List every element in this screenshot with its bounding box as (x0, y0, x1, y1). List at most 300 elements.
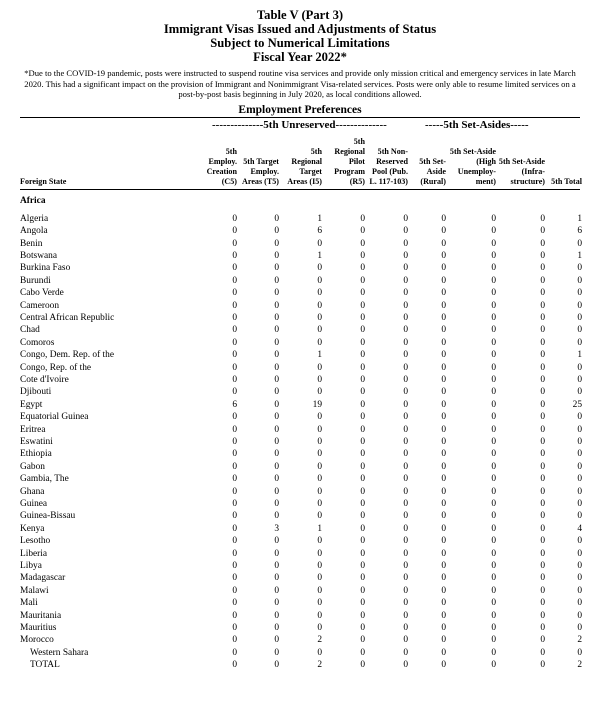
cell-value: 0 (360, 374, 365, 385)
cell-value: 1 (577, 213, 582, 224)
cell-value: 0 (317, 412, 322, 423)
cell-value: 1 (317, 250, 322, 261)
cell-value: 0 (360, 350, 365, 361)
cell-value: 0 (577, 536, 582, 547)
column-header-line: Unemploy- (457, 166, 496, 176)
row-label: Morocco (20, 635, 54, 646)
cell-value: 0 (403, 362, 408, 373)
table-row (0, 611, 600, 623)
cell-value: 0 (441, 436, 446, 447)
column-header-line: Areas (I5) (287, 176, 322, 186)
cell-value: 0 (317, 362, 322, 373)
table-row (0, 350, 600, 362)
table-row (0, 251, 600, 263)
cell-value: 0 (274, 374, 279, 385)
cell-value: 6 (317, 226, 322, 237)
column-header-line: Employ. (250, 166, 279, 176)
cell-value: 0 (403, 498, 408, 509)
cell-value: 0 (232, 647, 237, 658)
cell-value: 0 (577, 387, 582, 398)
table-row (0, 561, 600, 573)
cell-value: 0 (540, 226, 545, 237)
cell-value: 0 (491, 312, 496, 323)
cell-value: 0 (232, 585, 237, 596)
cell-value: 0 (540, 573, 545, 584)
cell-value: 0 (232, 461, 237, 472)
cell-value: 0 (577, 548, 582, 559)
cell-value: 0 (540, 647, 545, 658)
cell-value: 1 (317, 523, 322, 534)
cell-value: 0 (274, 350, 279, 361)
cell-value: 0 (360, 511, 365, 522)
cell-value: 0 (540, 498, 545, 509)
column-header-line: Pool (Pub. (372, 166, 408, 176)
title-line-1: Table V (Part 3) (256, 8, 344, 22)
cell-value: 0 (360, 213, 365, 224)
cell-value: 0 (317, 598, 322, 609)
cell-value: 0 (274, 362, 279, 373)
cell-value: 0 (403, 275, 408, 286)
cell-value: 0 (540, 660, 545, 671)
cell-value: 0 (491, 598, 496, 609)
cell-value: 0 (441, 647, 446, 658)
title-line-2: Immigrant Visas Issued and Adjustments of Status (163, 22, 437, 36)
cell-value: 0 (360, 449, 365, 460)
cell-value: 0 (577, 238, 582, 249)
cell-value: 0 (232, 610, 237, 621)
row-label: Libya (20, 560, 42, 571)
cell-value: 0 (360, 622, 365, 633)
cell-value: 0 (403, 424, 408, 435)
cell-value: 0 (360, 585, 365, 596)
cell-value: 0 (540, 263, 545, 274)
table-row (0, 400, 600, 412)
cell-value: 0 (274, 622, 279, 633)
column-header-3 (287, 147, 322, 187)
cell-value: 0 (540, 548, 545, 559)
cell-value: 0 (274, 250, 279, 261)
cell-value: 0 (232, 523, 237, 534)
title-line-4: Fiscal Year 2022* (253, 50, 347, 64)
cell-value: 0 (274, 436, 279, 447)
cell-value: 0 (360, 300, 365, 311)
cell-value: 0 (360, 325, 365, 336)
cell-value: 0 (577, 585, 582, 596)
cell-value: 0 (403, 486, 408, 497)
cell-value: 0 (274, 399, 279, 410)
cell-value: 0 (274, 263, 279, 274)
cell-value: 0 (360, 660, 365, 671)
table-row (0, 437, 600, 449)
cell-value: 0 (274, 548, 279, 559)
cell-value: 0 (540, 387, 545, 398)
cell-value: 0 (491, 288, 496, 299)
cell-value: 0 (360, 461, 365, 472)
group-setasides: -----5th Set-Asides----- (425, 118, 529, 131)
cell-value: 0 (317, 337, 322, 348)
cell-value: 0 (317, 536, 322, 547)
cell-value: 0 (540, 536, 545, 547)
cell-value: 0 (441, 213, 446, 224)
cell-value: 0 (403, 573, 408, 584)
cell-value: 0 (441, 263, 446, 274)
cell-value: 0 (540, 635, 545, 646)
cell-value: 0 (441, 498, 446, 509)
row-label: Madagascar (20, 573, 66, 584)
cell-value: 0 (274, 325, 279, 336)
cell-value: 0 (540, 486, 545, 497)
cell-value: 0 (360, 573, 365, 584)
cell-value: 0 (403, 622, 408, 633)
cell-value: 0 (360, 647, 365, 658)
cell-value: 0 (540, 213, 545, 224)
cell-value: 0 (274, 300, 279, 311)
cell-value: 0 (540, 374, 545, 385)
cell-value: 0 (232, 337, 237, 348)
cell-value: 0 (403, 523, 408, 534)
cell-value: 0 (491, 635, 496, 646)
column-header-line: structure) (510, 176, 545, 186)
table-row (0, 338, 600, 350)
column-header-line: (Infra- (521, 166, 545, 176)
cell-value: 0 (274, 288, 279, 299)
cell-value: 0 (232, 560, 237, 571)
cell-value: 2 (317, 660, 322, 671)
column-groups (0, 118, 600, 133)
row-label: Gambia, The (20, 474, 69, 485)
column-header-9 (551, 177, 582, 187)
cell-value: 0 (274, 226, 279, 237)
cell-value: 0 (403, 387, 408, 398)
cell-value: 0 (274, 238, 279, 249)
cell-value: 0 (441, 585, 446, 596)
cell-value: 0 (491, 412, 496, 423)
cell-value: 0 (232, 300, 237, 311)
cell-value: 0 (577, 288, 582, 299)
row-label: Eswatini (20, 436, 53, 447)
cell-value: 0 (441, 288, 446, 299)
cell-value: 0 (441, 486, 446, 497)
cell-value: 0 (274, 387, 279, 398)
cell-value: 0 (491, 647, 496, 658)
cell-value: 0 (403, 585, 408, 596)
cell-value: 0 (491, 548, 496, 559)
cell-value: 0 (491, 498, 496, 509)
cell-value: 0 (441, 226, 446, 237)
cell-value: 0 (540, 523, 545, 534)
cell-value: 0 (577, 312, 582, 323)
cell-value: 0 (232, 424, 237, 435)
cell-value: 0 (577, 461, 582, 472)
table-row (0, 276, 600, 288)
cell-value: 0 (232, 622, 237, 633)
cell-value: 0 (274, 461, 279, 472)
cell-value: 0 (540, 350, 545, 361)
cell-value: 0 (317, 486, 322, 497)
cell-value: 0 (274, 449, 279, 460)
cell-value: 0 (360, 275, 365, 286)
table-row (0, 263, 600, 275)
cell-value: 0 (441, 635, 446, 646)
cell-value: 0 (360, 523, 365, 534)
cell-value: 0 (360, 399, 365, 410)
table-row (0, 412, 600, 424)
column-header-line: 5th Non- (377, 147, 408, 157)
cell-value: 0 (491, 622, 496, 633)
cell-value: 0 (317, 300, 322, 311)
cell-value: 0 (232, 238, 237, 249)
table-row (0, 226, 600, 238)
column-header-line: 5th Total (551, 176, 582, 186)
cell-value: 0 (491, 387, 496, 398)
column-header-line: Creation (206, 166, 237, 176)
column-header-5 (369, 147, 408, 187)
column-header-line: Regional (291, 157, 322, 167)
cell-value: 0 (403, 436, 408, 447)
cell-value: 0 (360, 238, 365, 249)
cell-value: 0 (232, 548, 237, 559)
table-row (0, 549, 600, 561)
table-row (0, 499, 600, 511)
cell-value: 0 (232, 312, 237, 323)
row-label: Lesotho (20, 536, 51, 547)
cell-value: 0 (577, 498, 582, 509)
column-header-line: Foreign State (20, 176, 67, 186)
cell-value: 0 (274, 635, 279, 646)
cell-value: 3 (274, 523, 279, 534)
cell-value: 0 (540, 250, 545, 261)
cell-value: 0 (274, 536, 279, 547)
row-label: Burkina Faso (20, 263, 71, 274)
column-header-line: ment) (475, 176, 496, 186)
table-row (0, 586, 600, 598)
cell-value: 0 (441, 362, 446, 373)
row-label: Chad (20, 325, 40, 336)
cell-value: 1 (317, 350, 322, 361)
cell-value: 0 (491, 536, 496, 547)
cell-value: 0 (491, 436, 496, 447)
cell-value: 0 (274, 560, 279, 571)
cell-value: 0 (540, 288, 545, 299)
cell-value: 0 (540, 312, 545, 323)
cell-value: 4 (577, 523, 582, 534)
table-row (0, 462, 600, 474)
cell-value: 0 (441, 275, 446, 286)
cell-value: 0 (577, 598, 582, 609)
cell-value: 0 (441, 387, 446, 398)
cell-value: 6 (232, 399, 237, 410)
row-label: Eritrea (20, 424, 46, 435)
cell-value: 2 (577, 660, 582, 671)
table-row (0, 524, 600, 536)
column-header-line: Employ. (208, 157, 237, 167)
cell-value: 0 (491, 300, 496, 311)
row-label: Congo, Dem. Rep. of the (20, 350, 114, 361)
cell-value: 0 (540, 399, 545, 410)
cell-value: 0 (403, 635, 408, 646)
cell-value: 0 (360, 548, 365, 559)
row-label: Botswana (20, 250, 57, 261)
column-header-line: 5th (225, 147, 237, 157)
cell-value: 0 (403, 399, 408, 410)
cell-value: 0 (403, 325, 408, 336)
cell-value: 0 (274, 424, 279, 435)
table-row (0, 288, 600, 300)
cell-value: 0 (317, 275, 322, 286)
cell-value: 0 (317, 622, 322, 633)
column-header-line: L. 117-103) (369, 176, 408, 186)
covid-footnote: *Due to the COVID-19 pandemic, posts were instructed to suspend routine visa services and provide only mission critical and emergency services in late March 2020. This had a significant impact on the provision of Immigrant and Nonimmigrant Visa-related services. Posts were only able to resume limited services on a post-by-post basis beginning in July 2020, as local conditions allowed. (24, 68, 576, 100)
row-label: Guinea (20, 498, 48, 509)
row-label: Mali (20, 598, 38, 609)
cell-value: 0 (317, 573, 322, 584)
cell-value: 0 (491, 461, 496, 472)
row-label: Western Sahara (30, 647, 89, 658)
cell-value: 0 (403, 598, 408, 609)
cell-value: 19 (312, 399, 322, 410)
row-label: Egypt (20, 399, 43, 410)
cell-value: 0 (360, 362, 365, 373)
cell-value: 0 (232, 536, 237, 547)
cell-value: 0 (317, 424, 322, 435)
cell-value: 0 (491, 250, 496, 261)
cell-value: 0 (491, 213, 496, 224)
cell-value: 0 (232, 213, 237, 224)
table-row (0, 363, 600, 375)
cell-value: 0 (317, 288, 322, 299)
row-label: Ghana (20, 486, 45, 497)
row-label: Angola (20, 226, 48, 237)
cell-value: 0 (403, 350, 408, 361)
cell-value: 0 (274, 511, 279, 522)
cell-value: 0 (441, 560, 446, 571)
cell-value: 0 (441, 399, 446, 410)
column-header-line: 5th (353, 137, 365, 147)
cell-value: 0 (403, 474, 408, 485)
column-header-line: 5th Set- (419, 157, 446, 167)
cell-value: 0 (491, 660, 496, 671)
cell-value: 0 (403, 288, 408, 299)
cell-value: 0 (491, 610, 496, 621)
cell-value: 0 (317, 312, 322, 323)
cell-value: 0 (274, 610, 279, 621)
row-label: Algeria (20, 213, 49, 224)
title-line-3: Subject to Numerical Limitations (210, 36, 390, 50)
cell-value: 0 (317, 585, 322, 596)
cell-value: 0 (317, 498, 322, 509)
cell-value: 0 (232, 288, 237, 299)
cell-value: 0 (360, 337, 365, 348)
row-label: Ethiopia (20, 449, 52, 460)
cell-value: 0 (441, 424, 446, 435)
cell-value: 0 (577, 511, 582, 522)
row-label: Malawi (20, 585, 49, 596)
cell-value: 0 (441, 573, 446, 584)
cell-value: 0 (540, 412, 545, 423)
cell-value: 0 (577, 424, 582, 435)
cell-value: 0 (317, 238, 322, 249)
cell-value: 0 (232, 436, 237, 447)
cell-value: 0 (441, 374, 446, 385)
cell-value: 0 (441, 511, 446, 522)
cell-value: 0 (540, 424, 545, 435)
cell-value: 0 (274, 275, 279, 286)
column-header-0 (20, 177, 66, 187)
cell-value: 0 (540, 238, 545, 249)
cell-value: 0 (274, 337, 279, 348)
cell-value: 0 (403, 536, 408, 547)
row-label: Central African Republic (20, 312, 115, 323)
table-row (0, 301, 600, 313)
cell-value: 0 (360, 474, 365, 485)
cell-value: 0 (491, 374, 496, 385)
section-title: Employment Preferences (238, 103, 362, 116)
cell-value: 0 (403, 263, 408, 274)
cell-value: 0 (403, 337, 408, 348)
cell-value: 0 (540, 622, 545, 633)
cell-value: 0 (360, 424, 365, 435)
cell-value: 0 (577, 436, 582, 447)
cell-value: 0 (577, 362, 582, 373)
cell-value: 0 (232, 598, 237, 609)
cell-value: 0 (232, 573, 237, 584)
row-label: Cabo Verde (20, 288, 64, 299)
cell-value: 0 (232, 511, 237, 522)
cell-value: 0 (403, 250, 408, 261)
cell-value: 0 (274, 412, 279, 423)
cell-value: 0 (360, 598, 365, 609)
cell-value: 0 (441, 474, 446, 485)
cell-value: 0 (232, 498, 237, 509)
column-header-2 (242, 157, 279, 187)
cell-value: 0 (540, 511, 545, 522)
cell-value: 0 (491, 263, 496, 274)
row-label: Guinea-Bissau (20, 511, 76, 522)
table-row (0, 660, 600, 672)
cell-value: 0 (540, 474, 545, 485)
cell-value: 0 (491, 350, 496, 361)
cell-value: 0 (441, 350, 446, 361)
cell-value: 0 (232, 449, 237, 460)
cell-value: 0 (491, 424, 496, 435)
cell-value: 0 (441, 660, 446, 671)
cell-value: 1 (577, 350, 582, 361)
cell-value: 0 (577, 622, 582, 633)
table-row (0, 449, 600, 461)
cell-value: 0 (317, 511, 322, 522)
cell-value: 0 (577, 560, 582, 571)
cell-value: 0 (232, 387, 237, 398)
cell-value: 0 (360, 250, 365, 261)
cell-value: 0 (540, 560, 545, 571)
column-header-line: (C5) (221, 176, 237, 186)
cell-value: 0 (577, 325, 582, 336)
cell-value: 0 (540, 362, 545, 373)
cell-value: 0 (274, 474, 279, 485)
cell-value: 2 (317, 635, 322, 646)
cell-value: 0 (403, 449, 408, 460)
cell-value: 0 (317, 325, 322, 336)
cell-value: 0 (232, 474, 237, 485)
cell-value: 0 (232, 263, 237, 274)
cell-value: 0 (540, 598, 545, 609)
cell-value: 0 (540, 585, 545, 596)
cell-value: 0 (317, 474, 322, 485)
column-header-line: 5th Set-Aside (498, 157, 545, 167)
cell-value: 0 (317, 263, 322, 274)
table-row (0, 387, 600, 399)
cell-value: 0 (577, 275, 582, 286)
